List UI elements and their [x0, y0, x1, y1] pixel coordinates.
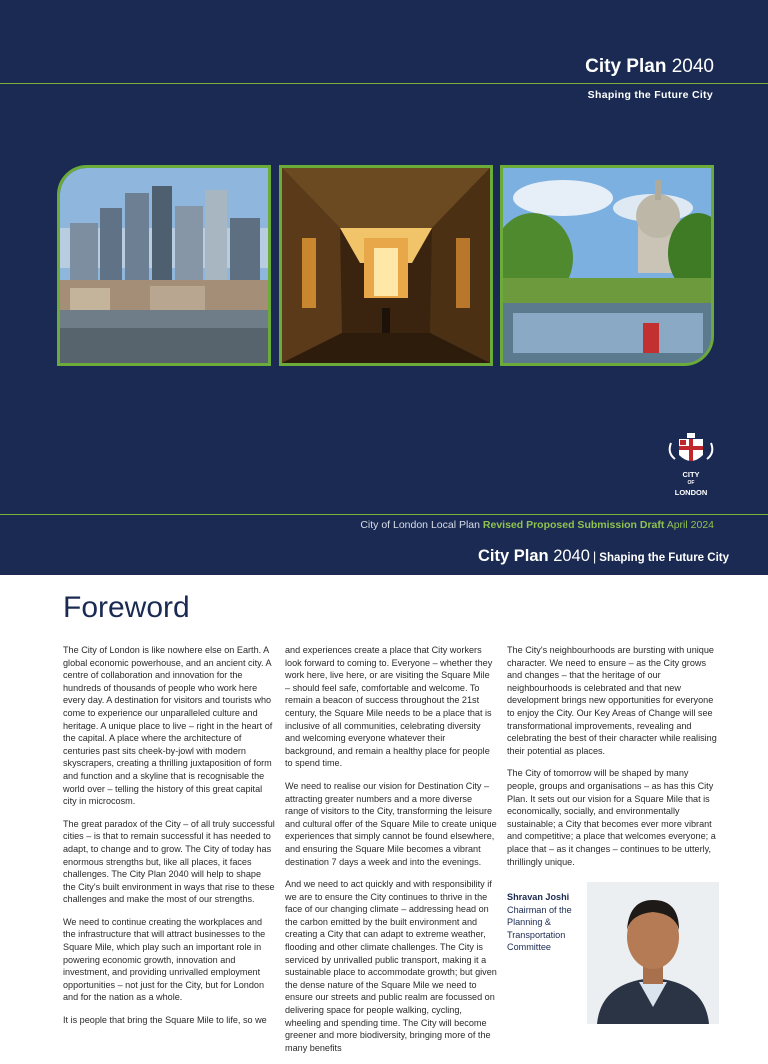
crest-wordmark: CITY OF LONDON: [674, 470, 708, 497]
st-pauls-garden-photo: [500, 165, 714, 366]
bottom-divider: [0, 514, 768, 515]
paragraph: The City's neighbourhoods are bursting with unique character. We need to ensure – as the City grows and changes – that the heritage of our neighbourhoods is celebrated and that new development brings new opportunities for everyone to enjoy the City. Our Key Areas of Change will see transformational improvements, revealing and celebrating the best of their character while realising their potential as places.: [507, 645, 717, 756]
paragraph: The great paradox of the City – of all truly successful cities – is that to remain successful it has needed to adapt, to change and to grow. The City of today has enormous strengths but, like all places, it faces challenges. The City Plan 2040 will help to shape the City's built environment in ways that rise to these challenges and make the most of our strengths.: [63, 818, 275, 905]
top-divider: [0, 83, 768, 84]
signatory-name: Shravan Joshi: [507, 892, 570, 902]
paragraph: The City of tomorrow will be shaped by many people, groups and organisations – as has this City Plan. It sets out our vision for a Square Mile that is economically, socially, and environmentally sustainable; a City that becomes ever more vibrant and competitive; a place that welcomes everyone; a place that – as it changes – continues to be utterly, thrillingly unique.: [507, 768, 716, 867]
paragraph: The City of London is like nowhere else on Earth. A global economic powerhouse, and an ancient city. A centre of collaboration and innovation for the hundreds of thousands of people who work here every day. A destination for visitors and tourists who come to experience our unparalleled culture and heritage. A unique place to live – right in the heart of the capital. A place where the architecture of centuries past sits cheek-by-jowl with modern skyscrapers, creating a thrilling juxtaposition of form and function and a skyline that is recognisable the world over – telling the history of this great capital city in microcosm.: [63, 645, 273, 807]
local-plan-line: City of London Local Plan Revised Proposed Submission Draft April 2024: [360, 519, 714, 531]
foreword-column-1: [63, 644, 275, 1037]
paragraph: It is people that bring the Square Mile to life, so we: [63, 1015, 267, 1026]
market-arcade-photo: [279, 165, 493, 366]
signature-block: [507, 891, 587, 954]
foreword-heading: Foreword: [63, 591, 190, 624]
paragraph: and experiences create a place that City workers look forward to coming to. Everyone – whether they work here, live here, or are visiting the Square Mile – should feel safe, comfortable and welcome. To remain a beacon of success throughout the 21st century, the Square Mile needs to be a place that is inclusive of all communities, celebrating diversity and welcoming everyone whatever their background, and remain a healthy place for people to spend time.: [285, 645, 493, 769]
footer-title: City Plan 2040 | Shaping the Future City: [477, 547, 729, 565]
paragraph: We need to continue creating the workplaces and the infrastructure that will attract businesses to the Square Mile, which play such an important role in powering economic growth, innovation and investment, and providing unrivalled employment opportunities – not just for the City, but for London and for the nation as a whole.: [63, 916, 266, 1003]
cover-title: City Plan 2040: [585, 56, 714, 77]
paragraph: We need to realise our vision for Destination City – attracting greater numbers and a more diverse range of visitors to the City, transforming the leisure and cultural offer of the Square Mile to create unique experiences that simply cannot be found elsewhere, and ensuring the Square Mile becomes a vibrant destination 7 days a week and into the evenings.: [285, 780, 497, 867]
signatory-role: Chairman of the Planning & Transportation Committee: [507, 904, 572, 953]
paragraph: And we need to act quickly and with responsibility if we are to ensure the City continues to thrive in the face of our changing climate – addressing head on the carbon emitted by the built environment and creating a City that can adapt to extreme weather, flooding and other climate challenges. The City is serviced by unrivalled public transport, making it a sustainable place to accommodate growth; but given the dense nature of the Square Mile we need to ensure our streets and public realm are focussed on delivering space for people walking, cycling, wheeling and spending time. The City will become greener and more biodiversity, bringing more of the many benefits: [285, 879, 497, 1053]
foreword-column-2: [285, 644, 497, 1064]
signatory-portrait: [587, 882, 719, 1024]
skyline-photo: [57, 165, 271, 366]
foreword-column-3: [507, 644, 719, 878]
cover-subtitle: Shaping the Future City: [587, 89, 713, 101]
